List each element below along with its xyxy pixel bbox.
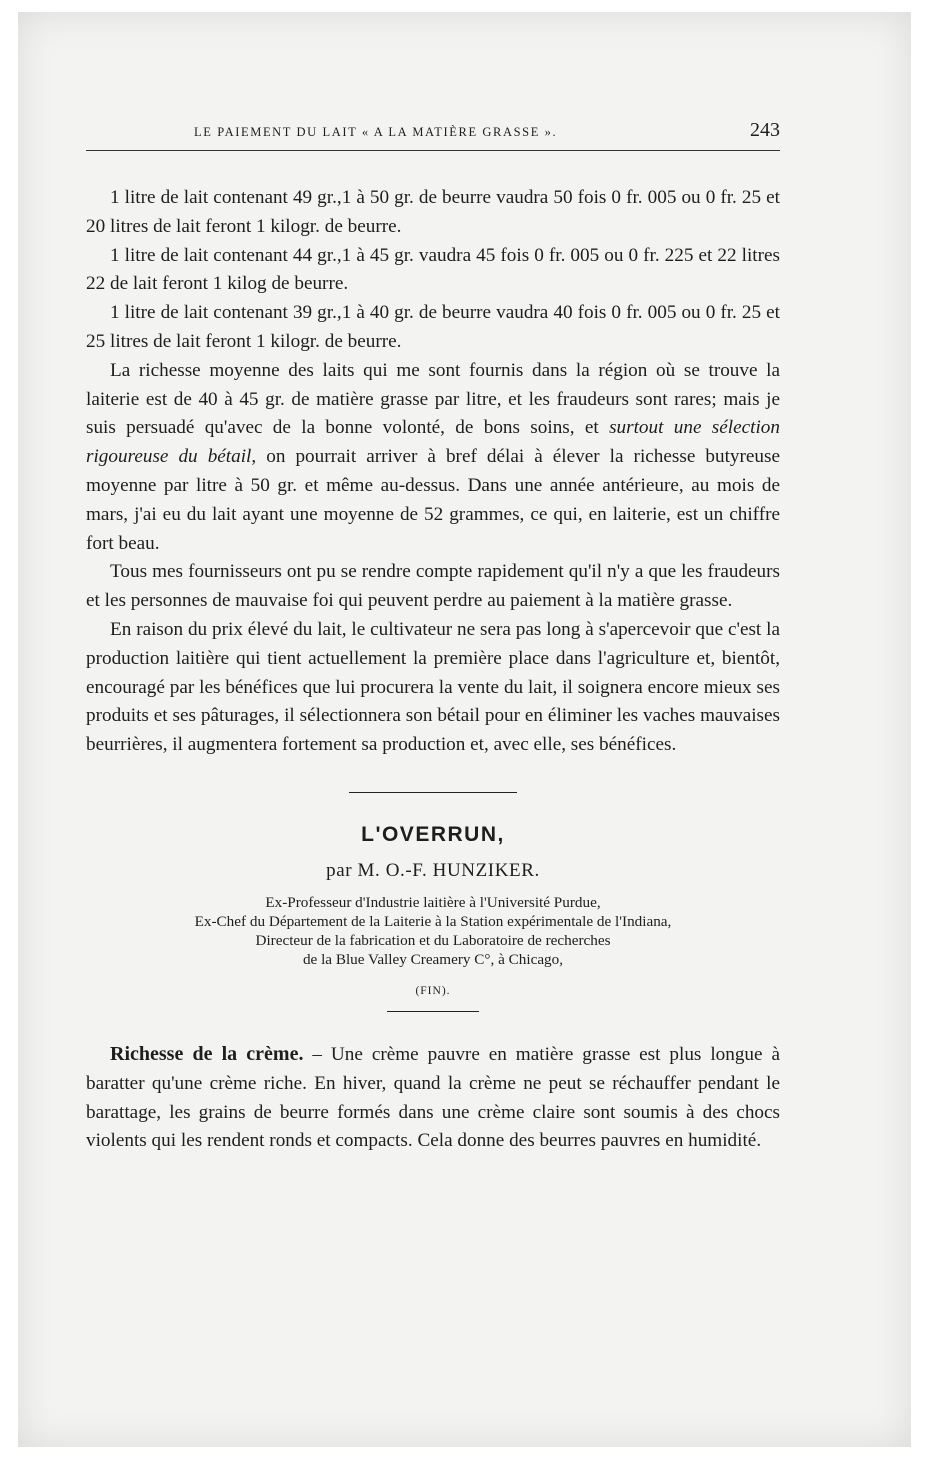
paragraph-richesse [86,357,780,559]
section-text: – Une crème pauvre en matière grasse est plus longue à baratter qu'une crème riche. En hiver, quand la crème ne peut se réchauffer pendant le barattage, les grains de beurre formés dans une crème claire sont soumis à des chocs violents qui les rendent ronds et compacts. Cela donne des beurres pauvres en humidité. [86,1043,780,1152]
paragraph-1: 1 litre de lait contenant 49 gr.,1 à 50 gr. de beurre vaudra 50 fois 0 fr. 005 ou 0 fr. 25 et 20 litres de lait feront 1 kilogr. de beurre. [86,187,780,237]
document-page [86,110,780,1156]
paragraph-richesse-end: , on pourrait arriver à bref délai à élever la richesse butyreuse moyenne par litre à 50 gr. et même au-dessus. Dans une année antérieure, au mois de mars, j'ai eu du lait ayant une moyenne de 52 grammes, ce qui, en laiterie, est un chiffre fort beau. [86,446,780,554]
affiliation-line: de la Blue Valley Creamery C°, à Chicago, [302,950,564,968]
affiliation-line: Ex-Professeur d'Industrie laitière à l'Université Purdue, [265,893,601,911]
paragraph-richesse-start: La richesse moyenne des laits qui me sont fournis dans la région où se trouve la laiterie est de 40 à 45 gr. de matière grasse par litre, et les fraudeurs sont rares; mais je suis persuadé qu'avec de la bonne volonté, de bons soins, et [86,359,780,439]
author-affiliations [86,893,780,969]
fin-divider [387,1011,479,1012]
section-heading: Richesse de la crème. [110,1042,304,1065]
paragraph-fournisseurs: Tous mes fournisseurs ont pu se rendre compte rapidement qu'il n'y a que les fraudeurs et les personnes de mauvaise foi qui peuvent perdre au paiement à la matière grasse. [86,561,780,612]
fin-marker: (FIN). [415,984,451,997]
paragraph-2: 1 litre de lait contenant 44 gr.,1 à 45 gr. vaudra 45 fois 0 fr. 005 ou 0 fr. 225 et 22 litres 22 de lait feront 1 kilog de beurre. [86,244,780,295]
section-richesse-creme [86,1040,780,1156]
page-number: 243 [750,119,780,141]
running-title: LE PAIEMENT DU LAIT « A LA MATIÈRE GRASSE ». [194,125,558,139]
article-title: L'OVERRUN, [361,822,505,846]
paragraph-prix: En raison du prix élevé du lait, le cultivateur ne sera pas long à s'apercevoir que c'est la production laitière qui tient actuellement la première place dans l'agriculture et, bientôt, encouragé par les bénéfices que lui procurera la vente du lait, il soignera encore mieux ses produits et ses pâturages, il sélectionnera son bétail pour en éliminer les vaches mauvaises beurrières, il augmentera fortement sa production et, avec elle, ses bénéfices. [86,618,780,756]
section-paragraph [86,1040,780,1156]
article-byline: par M. O.-F. HUNZIKER. [326,859,540,881]
section-divider [349,792,517,793]
affiliation-line: Directeur de la fabrication et du Laboratoire de recherches [255,931,611,949]
affiliation-line: Ex-Chef du Département de la Laiterie à la Station expérimentale de l'Indiana, [194,912,672,930]
paragraph-richesse-emphasis: surtout une sélection rigoureuse du bétail [86,417,780,468]
running-head [86,110,780,151]
paragraph-3: 1 litre de lait contenant 39 gr.,1 à 40 gr. de beurre vaudra 40 fois 0 fr. 005 ou 0 fr. 25 et 25 litres de lait feront 1 kilogr. de beurre. [86,302,780,352]
body-text [86,184,780,760]
